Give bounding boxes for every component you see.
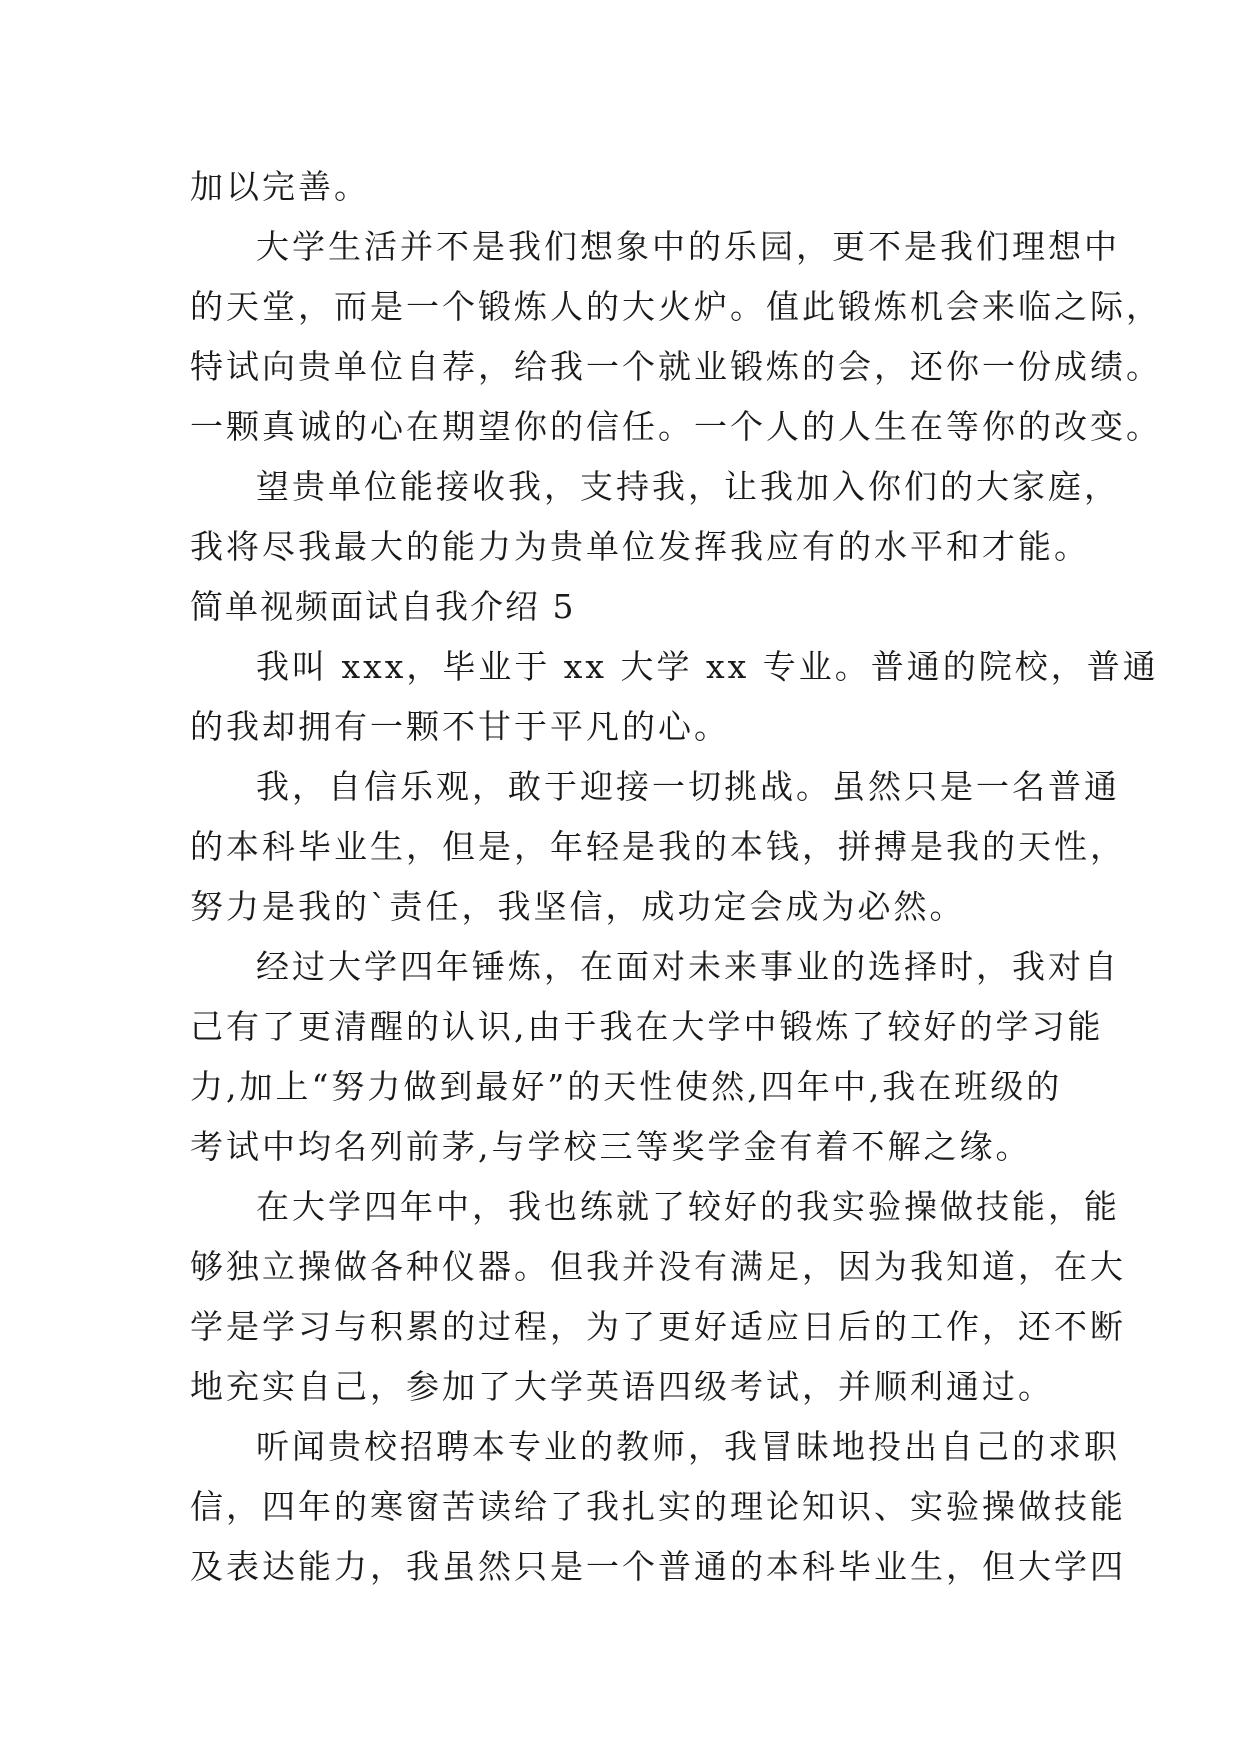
paragraph-line: 听闻贵校招聘本专业的教师，我冒昧地投出自己的求职: [256, 1427, 1120, 1466]
paragraph-line: 望贵单位能接收我，支持我，让我加入你们的大家庭，: [256, 467, 1120, 506]
paragraph-line: 在大学四年中，我也练就了较好的我实验操做技能，能: [256, 1187, 1120, 1226]
paragraph-line: 一颗真诚的心在期望你的信任。一个人的人生在等你的改变。: [190, 407, 1162, 446]
paragraph-line: 考试中均名列前茅,与学校三等奖学金有着不解之缘。: [190, 1127, 1032, 1166]
paragraph-line: 力,加上“努力做到最好”的天性使然,四年中,我在班级的: [190, 1067, 1063, 1106]
paragraph-line: 学是学习与积累的过程，为了更好适应日后的工作，还不断: [190, 1307, 1126, 1346]
paragraph-line: 加以完善。: [190, 167, 370, 206]
paragraph-line: 的天堂，而是一个锻炼人的大火炉。值此锻炼机会来临之际，: [190, 287, 1162, 326]
paragraph-line: 我，自信乐观，敢于迎接一切挑战。虽然只是一名普通: [256, 767, 1120, 806]
paragraph-line: 我叫 xxx，毕业于 xx 大学 xx 专业。普通的院校，普通: [256, 647, 1159, 686]
paragraph-line: 己有了更清醒的认识,由于我在大学中锻炼了较好的学习能: [190, 1007, 1104, 1046]
paragraph-line: 特试向贵单位自荐，给我一个就业锻炼的会，还你一份成绩。: [190, 347, 1162, 386]
paragraph-line: 信，四年的寒窗苦读给了我扎实的理论知识、实验操做技能: [190, 1487, 1126, 1526]
paragraph-line: 的本科毕业生，但是，年轻是我的本钱，拼搏是我的天性，: [190, 827, 1126, 866]
paragraph-line: 地充实自己，参加了大学英语四级考试，并顺利通过。: [190, 1367, 1054, 1406]
paragraph-line: 够独立操做各种仪器。但我并没有满足，因为我知道，在大: [190, 1247, 1126, 1286]
paragraph-line: 及表达能力，我虽然只是一个普通的本科毕业生，但大学四: [190, 1547, 1126, 1586]
paragraph-line: 努力是我的`责任，我坚信，成功定会成为必然。: [190, 887, 966, 926]
paragraph-line: 经过大学四年锤炼，在面对未来事业的选择时，我对自: [256, 947, 1120, 986]
section-heading: 简单视频面试自我介绍 5: [190, 587, 576, 626]
document-body: [190, 157, 1162, 1597]
paragraph-line: 我将尽我最大的能力为贵单位发挥我应有的水平和才能。: [190, 527, 1090, 566]
paragraph-line: 大学生活并不是我们想象中的乐园，更不是我们理想中: [256, 227, 1120, 266]
paragraph-line: 的我却拥有一颗不甘于平凡的心。: [190, 707, 730, 746]
